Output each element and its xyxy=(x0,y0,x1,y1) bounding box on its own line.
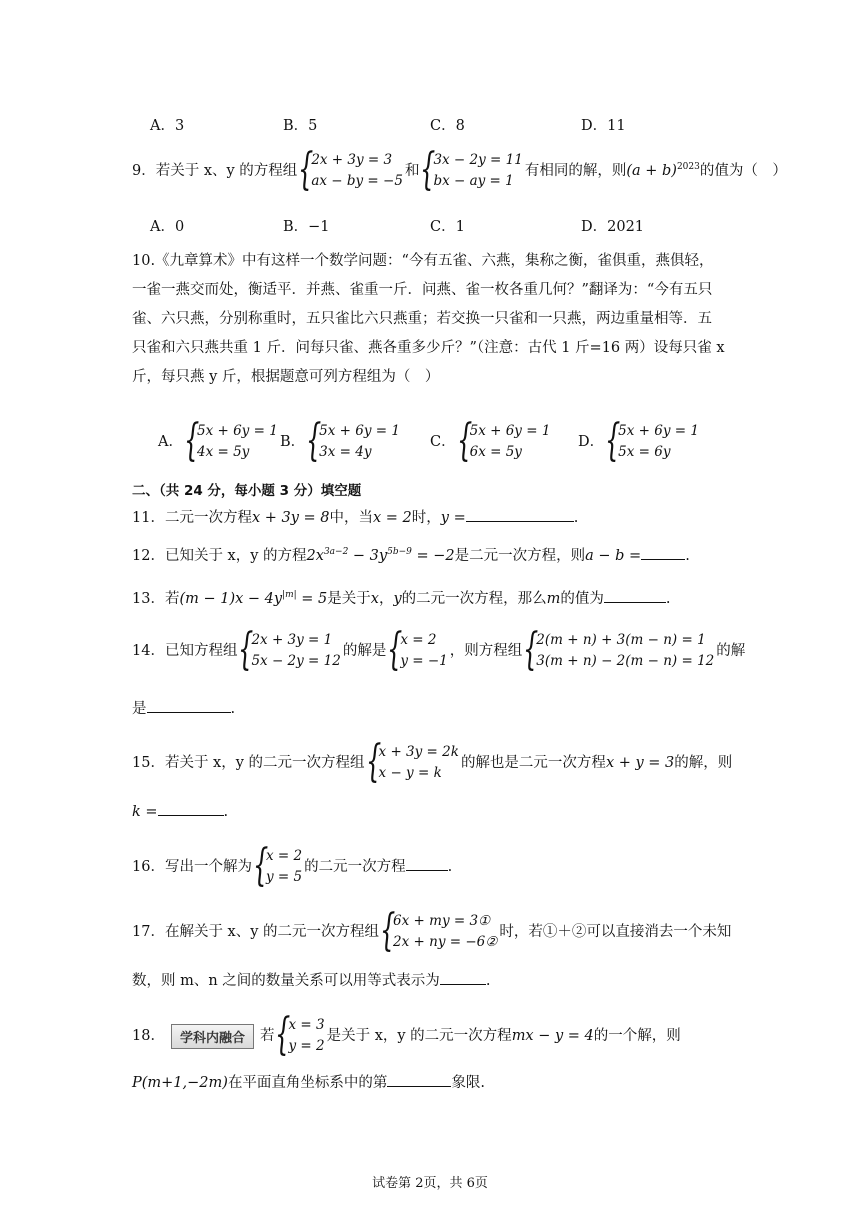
q14-sys1-row-1: { 2x + 3y = 1 xyxy=(251,632,333,648)
q10-option-a xyxy=(158,421,280,463)
q14-text-a: 14．已知方程组 xyxy=(132,643,238,659)
q10-option-c-label: C． xyxy=(430,434,456,450)
q12-exp-1: 3a−2 xyxy=(323,547,349,558)
q10-d-row-1: { 5x + 6y = 1 xyxy=(618,423,699,439)
q13-eq-a: (m − 1)x − 4y xyxy=(179,591,283,607)
q13-var-y: y xyxy=(393,591,402,607)
q9-expression: (a + b) xyxy=(626,163,677,179)
question-14 xyxy=(132,630,745,672)
q8-option-a: A．3 xyxy=(150,118,185,134)
page-footer: 试卷第 2页，共 6页 xyxy=(372,1176,488,1191)
q10-option-d-system xyxy=(606,421,699,463)
q12-exp-2: 5b−9 xyxy=(387,547,412,558)
q8-option-c: C．8 xyxy=(430,118,465,134)
q14-text-b: 的解是 xyxy=(342,643,387,659)
q17-sys-row-1: { 6x + my = 3① xyxy=(393,913,491,929)
q12-text-a: 12．已知关于 x，y 的方程 xyxy=(132,548,307,564)
q13-var-m: m xyxy=(546,591,561,607)
q14-sys3-row-2: 3(m + n) − 2(m − n) = 12 xyxy=(536,653,715,669)
q10-option-b-label: B． xyxy=(280,434,306,450)
q14-end: . xyxy=(230,701,236,717)
q15-equation: x + y = 3 xyxy=(605,755,675,771)
q15-system xyxy=(367,742,459,784)
question-17 xyxy=(132,911,731,953)
q8-option-d: D．11 xyxy=(581,118,626,134)
q14-answer-blank[interactable] xyxy=(147,698,231,713)
q13-var-x: x xyxy=(370,591,379,607)
q17-line-2 xyxy=(132,969,490,990)
q12-text-b: 是二元一次方程，则 xyxy=(454,548,586,564)
q11-equation: x + 3y = 8 xyxy=(251,510,330,526)
q14-system-2 xyxy=(388,630,447,672)
q13-end: . xyxy=(665,591,671,607)
q9-suffix-b: 的值为（ ） xyxy=(699,163,787,179)
question-9 xyxy=(132,150,787,192)
q18-subject-badge: 学科内融合 xyxy=(171,1024,254,1049)
q10-a-row-2: 4x = 5y xyxy=(196,444,250,460)
q16-sys-row-2: y = 5 xyxy=(265,869,303,885)
q10-option-b-system xyxy=(307,421,400,463)
q15-text-b: 的解也是二元一次方程 xyxy=(460,755,606,771)
q13-eq-b: = 5 xyxy=(296,591,328,607)
q11-text-a: 11．二元一次方程 xyxy=(132,510,252,526)
q18-system xyxy=(276,1015,324,1057)
q18-point: P(m+1,−2m) xyxy=(132,1075,228,1091)
q16-sys-row-1: { x = 2 xyxy=(265,848,303,864)
q12-answer-blank[interactable] xyxy=(641,545,685,560)
q18-line2-end: 象限. xyxy=(451,1075,486,1091)
q13-text-a: 13．若 xyxy=(132,591,180,607)
q15-sys-row-1: { x + 3y = 2k xyxy=(378,744,459,760)
q10-line-3: 雀、六只燕，分别称重时，五只雀比六只燕重；若交换一只雀和一只燕，两边重量相等．五 xyxy=(132,311,712,327)
question-12 xyxy=(132,544,690,565)
q17-answer-blank[interactable] xyxy=(440,970,486,985)
q10-b-row-1: { 5x + 6y = 1 xyxy=(319,423,400,439)
q13-text-b: 是关于 xyxy=(327,591,371,607)
q10-b-row-2: 3x = 4y xyxy=(319,444,372,460)
q17-text-b: 时，若①＋②可以直接消去一个未知 xyxy=(499,924,732,940)
q9-prefix: 9．若关于 x、y 的方程组 xyxy=(132,163,298,179)
q10-c-row-1: { 5x + 6y = 1 xyxy=(469,423,551,439)
q11-text-c: 时， xyxy=(411,510,441,526)
q13-comma: ， xyxy=(378,591,394,607)
q16-end: . xyxy=(447,859,453,875)
q17-text-a: 17．在解关于 x、y 的二元一次方程组 xyxy=(132,924,380,940)
q10-line-2: 一雀一燕交而处，衡适平．并燕、雀重一斤．问燕、雀一枚各重几何？”翻译为：“今有五只 xyxy=(132,282,713,298)
q11-answer-blank[interactable] xyxy=(466,507,574,522)
q12-eq-b: − 3y xyxy=(348,548,388,564)
q15-text-a: 15．若关于 x，y 的二元一次方程组 xyxy=(132,755,365,771)
q10-c-row-2: 6x = 5y xyxy=(469,444,522,460)
q10-option-d-label: D． xyxy=(578,434,605,450)
q10-option-d xyxy=(578,421,701,463)
q13-answer-blank[interactable] xyxy=(604,588,666,603)
q10-line-1: 10.《九章算术》中有这样一个数学问题：“今有五雀、六燕，集称之衡，雀俱重，燕俱轻， xyxy=(132,253,714,269)
q12-eq-c: = −2 xyxy=(411,548,455,564)
q12-eq-a: 2x xyxy=(306,548,324,564)
question-11 xyxy=(132,506,578,527)
q14-system-1 xyxy=(239,630,340,672)
question-18 xyxy=(132,1015,681,1057)
q9-sys1-row-1: { 2x + 3y = 3 xyxy=(311,152,393,168)
q17-system xyxy=(381,911,497,953)
q9-sys1-row-2: ax − by = −5 xyxy=(311,173,403,189)
q10-d-row-2: 5x = 6y xyxy=(618,444,671,460)
section-2-title: 二、（共 24 分，每小题 3 分）填空题 xyxy=(132,483,362,499)
q10-option-a-label: A． xyxy=(158,434,183,450)
q17-sys-row-2: 2x + ny = −6② xyxy=(393,934,498,950)
q17-end: . xyxy=(485,973,491,989)
q16-text-a: 16．写出一个解为 xyxy=(132,859,252,875)
q10-option-c-system xyxy=(458,421,551,463)
q18-sys-row-1: { x = 3 xyxy=(288,1017,325,1033)
q18-text-b: 是关于 x，y 的二元一次方程 xyxy=(326,1028,512,1044)
q11-ask: y = xyxy=(440,510,466,526)
q16-answer-blank[interactable] xyxy=(406,856,448,871)
q15-ask: k = xyxy=(132,804,158,820)
q9-sys2-row-1: { 3x − 2y = 11 xyxy=(433,152,523,168)
q10-option-a-system xyxy=(185,421,278,463)
question-15 xyxy=(132,742,732,784)
q14-text-c: ，则方程组 xyxy=(449,643,523,659)
q15-text-c: 的解，则 xyxy=(674,755,733,771)
q15-sys-row-2: x − y = k xyxy=(378,765,442,781)
q18-equation: mx − y = 4 xyxy=(511,1028,594,1044)
q9-system-2 xyxy=(421,150,522,192)
q17-line2-text: 数，则 m、n 之间的数量关系可以用等式表示为 xyxy=(132,973,440,989)
q10-option-c xyxy=(430,421,552,463)
q9-sys2-row-2: bx − ay = 1 xyxy=(433,173,514,189)
q12-end: . xyxy=(685,548,690,564)
question-13 xyxy=(132,587,671,608)
q13-text-d: 的值为 xyxy=(560,591,604,607)
question-16 xyxy=(132,846,452,888)
q9-option-b: B．−1 xyxy=(283,219,330,235)
q10-a-row-1: { 5x + 6y = 1 xyxy=(196,423,278,439)
q18-number: 18． xyxy=(132,1028,165,1044)
q14-system-3 xyxy=(524,630,714,672)
q10-line-5: 斤，每只燕 y 斤，根据题意可列方程组为（ ） xyxy=(132,369,440,385)
q8-option-b: B．5 xyxy=(283,118,318,134)
q18-line-2 xyxy=(132,1071,485,1092)
q13-text-c: 的二元一次方程，那么 xyxy=(401,591,547,607)
q14-line2-text: 是 xyxy=(132,701,147,717)
q15-end: . xyxy=(223,804,229,820)
q9-option-d: D．2021 xyxy=(581,219,645,235)
q14-line-2 xyxy=(132,697,235,718)
q10-option-b xyxy=(280,421,402,463)
q15-line-2 xyxy=(132,801,228,820)
q18-sys-row-2: y = 2 xyxy=(288,1038,325,1054)
q13-exponent: |m| xyxy=(282,590,297,601)
q16-text-b: 的二元一次方程 xyxy=(304,859,406,875)
q14-sys3-row-1: { 2(m + n) + 3(m − n) = 1 xyxy=(536,632,706,648)
q16-system xyxy=(254,846,302,888)
q9-system-1 xyxy=(299,150,403,192)
q9-exponent: 2023 xyxy=(676,162,700,173)
q14-sys2-row-2: y = −1 xyxy=(400,653,448,669)
q9-suffix-a: 有相同的解，则 xyxy=(524,163,627,179)
q11-condition: x = 2 xyxy=(373,510,412,526)
q9-mid: 和 xyxy=(404,163,420,179)
q11-end: . xyxy=(573,510,579,526)
q11-text-b: 中，当 xyxy=(329,510,374,526)
q18-text-a: 若 xyxy=(259,1028,275,1044)
q10-line-4: 只雀和六只燕共重 1 斤．问每只雀、燕各重多少斤？”（注意：古代 1 斤=16 两）设每只雀 x xyxy=(132,340,725,356)
q18-line2-text: 在平面直角坐标系中的第 xyxy=(227,1075,388,1091)
q14-sys1-row-2: 5x − 2y = 12 xyxy=(251,653,341,669)
q9-option-c: C．1 xyxy=(430,219,465,235)
q18-text-c: 的一个解，则 xyxy=(593,1028,681,1044)
q14-sys2-row-1: { x = 2 xyxy=(400,632,437,648)
q9-option-a: A．0 xyxy=(150,219,185,235)
q18-answer-blank[interactable] xyxy=(387,1072,451,1087)
q15-answer-blank[interactable] xyxy=(158,801,224,816)
q14-text-d: 的解 xyxy=(716,643,746,659)
q12-ask: a − b = xyxy=(585,548,642,564)
